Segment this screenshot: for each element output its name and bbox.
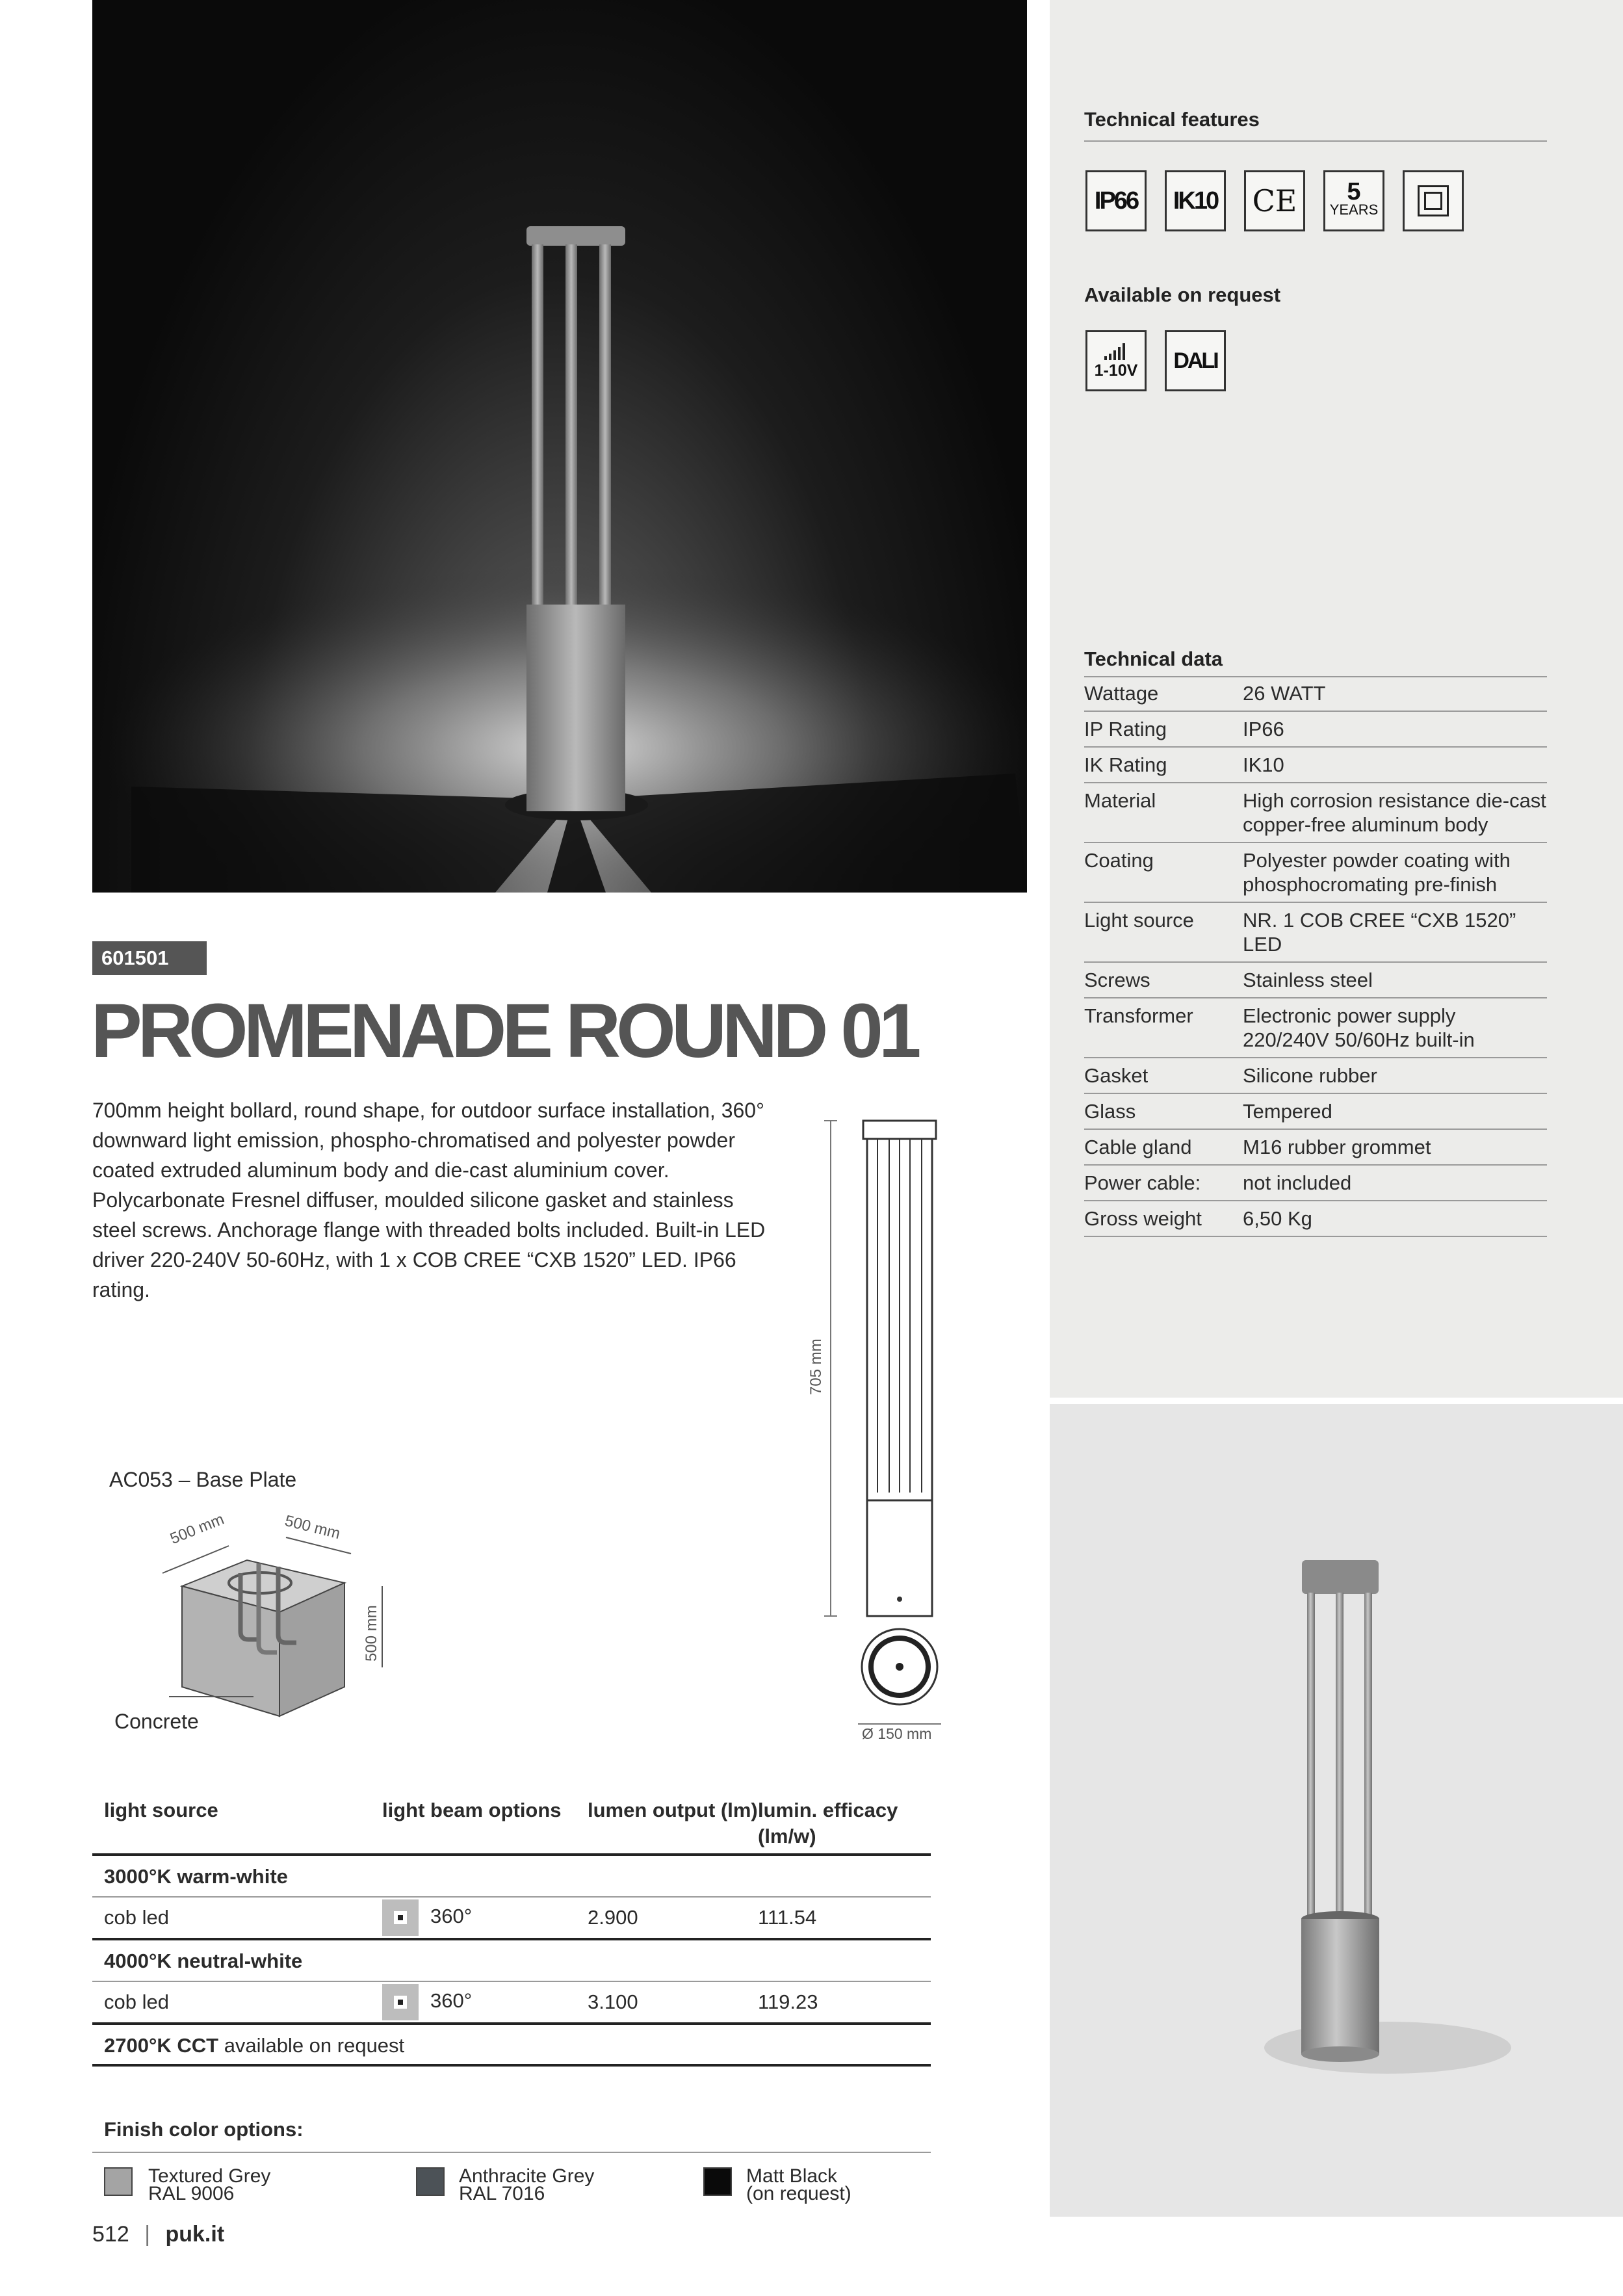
warranty-badge: 5 YEARS (1323, 170, 1384, 231)
footer-separator: | (144, 2222, 151, 2247)
downlight-beam-icon (382, 1899, 419, 1936)
base-plate-title: AC053 – Base Plate (109, 1468, 297, 1491)
available-on-request-title: Available on request (1084, 283, 1281, 306)
matt-black-swatch (703, 2167, 732, 2196)
ik10-badge: IK10 (1165, 170, 1226, 231)
dimension-label: 500 mm (363, 1605, 380, 1662)
divider (92, 2152, 931, 2153)
technical-features-title: Technical features (1084, 108, 1260, 131)
signal-bars-icon (1103, 342, 1129, 361)
dimension-label: 500 mm (283, 1512, 343, 1543)
bollard-render-image (1050, 1404, 1623, 2217)
class-ii-icon (1403, 170, 1464, 231)
table-row: Wattage 26 WATT (1084, 676, 1547, 712)
diameter-dimension-label: Ø 150 mm (862, 1725, 932, 1742)
technical-drawing (812, 1105, 955, 1749)
cct-note: 2700°K CCT available on request (92, 2025, 931, 2067)
product-title: PROMENADE ROUND 01 (91, 988, 917, 1074)
finish-option-label: Anthracite Grey RAL 7016 (459, 2165, 595, 2204)
anthracite-grey-swatch (416, 2167, 445, 2196)
table-row: Glass Tempered (1084, 1094, 1547, 1130)
dimension-label: 500 mm (168, 1510, 227, 1548)
divider (1084, 140, 1547, 142)
table-row: cob led 360° 2.900 111.54 (92, 1898, 931, 1940)
finish-options-title: Finish color options: (104, 2118, 304, 2141)
technical-data-title: Technical data (1084, 647, 1223, 670)
light-performance-table (92, 1791, 931, 2067)
table-row: Cable gland M16 rubber grommet (1084, 1130, 1547, 1166)
table-header: light source light beam options lumen output (lm) lumin. efficacy (lm/w) (92, 1791, 931, 1856)
ip66-badge: IP66 (1085, 170, 1147, 231)
table-row: cob led 360° 3.100 119.23 (92, 1982, 931, 2025)
table-row: Transformer Electronic power supply 220/240V 50/60Hz built-in (1084, 998, 1547, 1058)
dimming-badge: 1-10V (1085, 330, 1147, 391)
product-render (1050, 1404, 1623, 2217)
table-row: Gasket Silicone rubber (1084, 1058, 1547, 1094)
color-temperature-group: 3000°K warm-white (92, 1856, 931, 1898)
finish-option-label: Textured Grey RAL 9006 (148, 2165, 271, 2204)
downlight-beam-icon (382, 1984, 419, 2020)
product-code: 601501 (92, 941, 207, 975)
table-row: Material High corrosion resistance die-cast copper-free aluminum body (1084, 783, 1547, 843)
technical-data-table (1084, 676, 1547, 1237)
table-row: IP Rating IP66 (1084, 712, 1547, 748)
product-photo (92, 0, 1027, 893)
website-link[interactable]: puk.it (165, 2222, 225, 2247)
table-row: Light source NR. 1 COB CREE “CXB 1520” LED (1084, 903, 1547, 963)
table-row: Screws Stainless steel (1084, 963, 1547, 998)
dali-badge: DALI (1165, 330, 1226, 391)
height-dimension-label: 705 mm (807, 1338, 825, 1395)
color-temperature-group: 4000°K neutral-white (92, 1940, 931, 1982)
finish-option-label: Matt Black (on request) (746, 2165, 851, 2204)
table-row: IK Rating IK10 (1084, 748, 1547, 783)
table-row: Gross weight 6,50 Kg (1084, 1201, 1547, 1237)
ce-mark-badge: CE (1244, 170, 1305, 231)
page-number: 512 (92, 2222, 129, 2247)
table-row: Coating Polyester powder coating with phosphocromating pre-finish (1084, 843, 1547, 903)
product-description: 700mm height bollard, round shape, for outdoor surface installation, 360° downward light emission, phospho-chromatised and polyester powder coated extruded aluminum body and die-cast aluminium cover. Polycarbonate Fresnel diffuser, moulded silicone gasket and stainless steel screws. Anchorage flange with threaded bolts included. Built-in LED driver 220-240V 50-60Hz, with 1 x COB CREE “CXB 1520” LED. IP66 rating. (92, 1099, 766, 1301)
page-footer (92, 2222, 224, 2247)
table-row: Power cable: not included (1084, 1166, 1547, 1201)
concrete-label: Concrete (114, 1710, 199, 1733)
textured-grey-swatch (104, 2167, 133, 2196)
